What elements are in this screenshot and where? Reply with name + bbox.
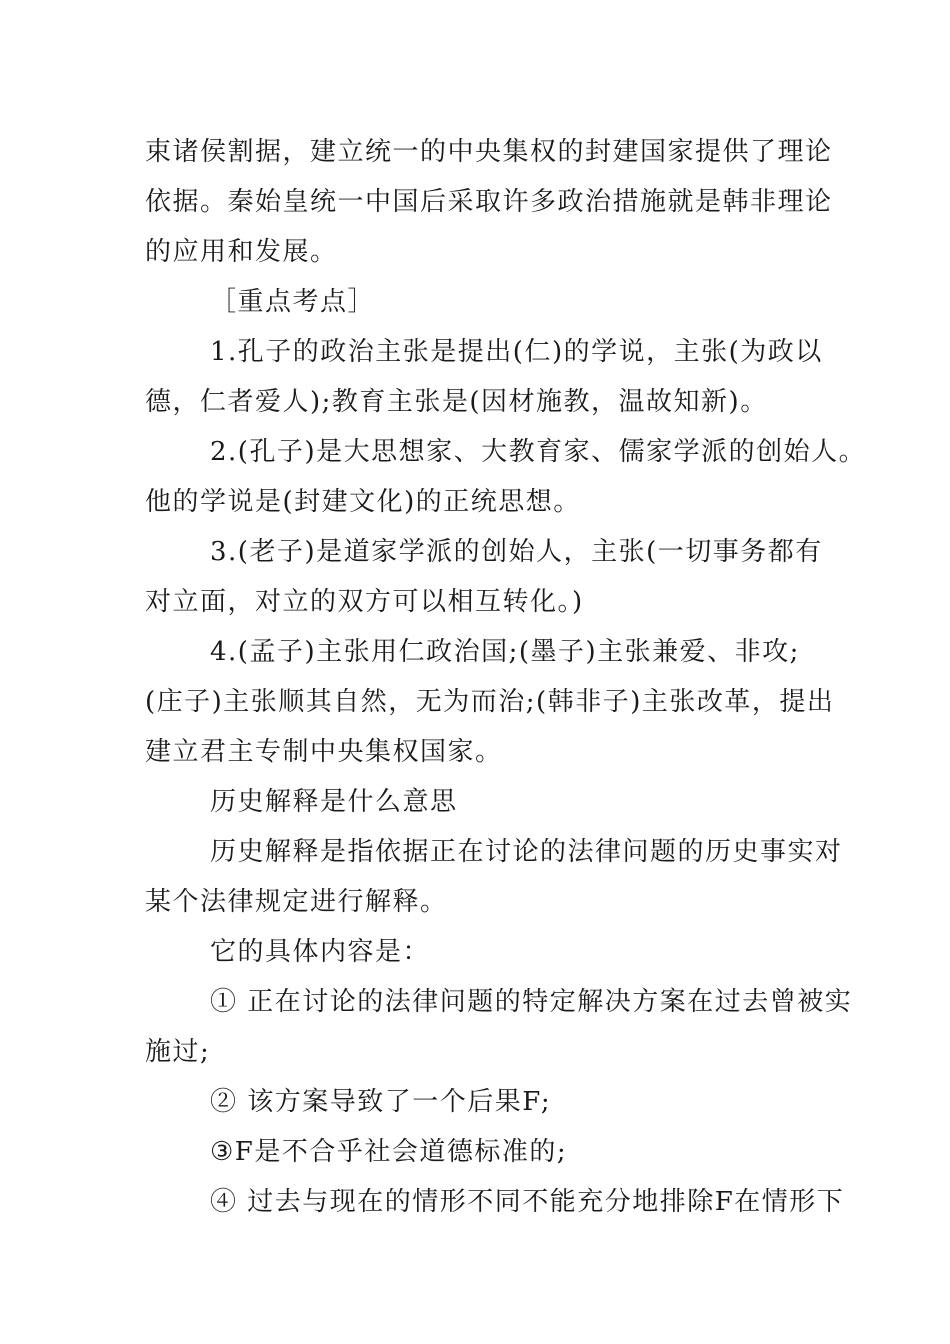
section-heading: 历史解释是什么意思 [210, 787, 458, 817]
text-line: 施过; [145, 1037, 211, 1067]
text-line: 对立面，对立的双方可以相互转化。) [145, 587, 584, 617]
text-line: (庄子)主张顺其自然，无为而治;(韩非子)主张改革，提出 [145, 687, 835, 717]
text-line: ② 该方案导致了一个后果F; [210, 1087, 552, 1117]
text-line: 历史解释是指依据正在讨论的法律问题的历史事实对 [210, 837, 843, 867]
section-heading: ［重点考点］ [210, 287, 376, 317]
text-line: ③F是不合乎社会道德标准的; [210, 1137, 568, 1167]
text-line: ④ 过去与现在的情形不同不能充分地排除F在情形下 [210, 1187, 845, 1217]
text-line: 某个法律规定进行解释。 [145, 887, 448, 917]
text-line: 依据。秦始皇统一中国后采取许多政治措施就是韩非理论 [145, 187, 833, 217]
text-line: 它的具体内容是： [210, 937, 431, 967]
text-line: 2.(孔子)是大思想家、大教育家、儒家学派的创始人。 [210, 437, 867, 467]
text-line: ① 正在讨论的法律问题的特定解决方案在过去曾被实 [210, 987, 853, 1017]
text-line: 建立君主专制中央集权国家。 [145, 737, 503, 767]
text-line: 束诸侯割据，建立统一的中央集权的封建国家提供了理论 [145, 137, 833, 167]
text-line: 3.(老子)是道家学派的创始人，主张(一切事务都有 [210, 537, 823, 567]
text-line: 1.孔子的政治主张是提出(仁)的学说，主张(为政以 [210, 337, 823, 367]
text-line: 的应用和发展。 [145, 237, 338, 267]
text-line: 德，仁者爱人);教育主张是(因材施教，温故知新)。 [145, 387, 768, 417]
text-line: 他的学说是(封建文化)的正统思想。 [145, 487, 581, 517]
text-line: 4.(孟子)主张用仁政治国;(墨子)主张兼爱、非攻; [210, 637, 800, 667]
